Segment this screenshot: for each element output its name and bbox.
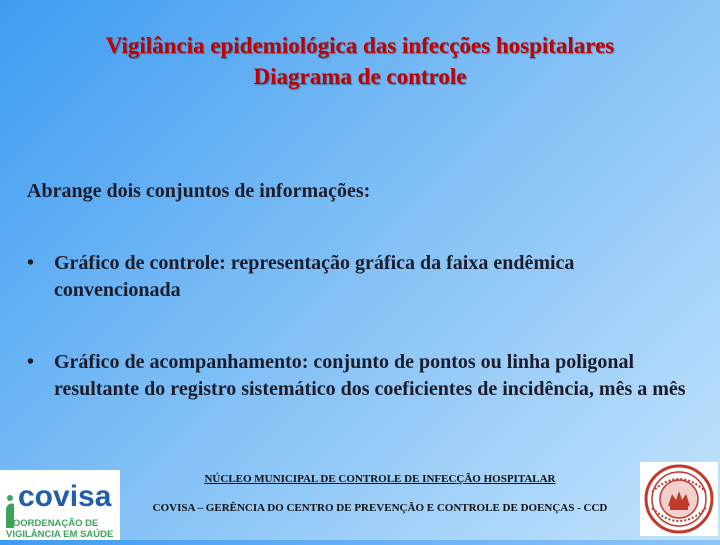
bullet-item-2: [27, 349, 697, 403]
slide-title-line2: Diagrama de controle: [253, 64, 467, 89]
bullet-list: [27, 250, 697, 448]
municipal-seal: [640, 462, 718, 536]
footer-line2: COVISA – GERÊNCIA DO CENTRO DE PREVENÇÃO E CONTROLE DE DOENÇAS - CCD: [152, 502, 608, 514]
bullet-text: Gráfico de controle: representação gráfica da faixa endêmica convencionada: [54, 252, 575, 301]
bullet-text: Gráfico de acompanhamento: conjunto de pontos ou linha poligonal resultante do registro sistemático dos coeficientes de incidência, mês a mês: [54, 351, 686, 400]
bullet-marker: •: [27, 351, 35, 373]
covisa-logo: [0, 470, 120, 540]
covisa-logo-icon: [0, 470, 120, 540]
intro-text: Abrange dois conjuntos de informações:: [27, 180, 371, 202]
slide-title-line1: Vigilância epidemiológica das infecções hospitalares: [105, 33, 615, 58]
slide-title: [0, 30, 720, 92]
covisa-logo-subtitle-1: COORDENAÇÃO DE: [6, 518, 99, 529]
bullet-marker: •: [27, 252, 35, 274]
footer: [150, 472, 610, 516]
covisa-logo-name: covisa: [18, 480, 112, 513]
municipal-seal-icon: [640, 462, 718, 536]
bullet-item-1: [27, 250, 697, 304]
covisa-logo-subtitle-2: VIGILÂNCIA EM SAÚDE: [6, 529, 114, 540]
footer-line1: NÚCLEO MUNICIPAL DE CONTROLE DE INFECÇÃO HOSPITALAR: [204, 473, 556, 485]
